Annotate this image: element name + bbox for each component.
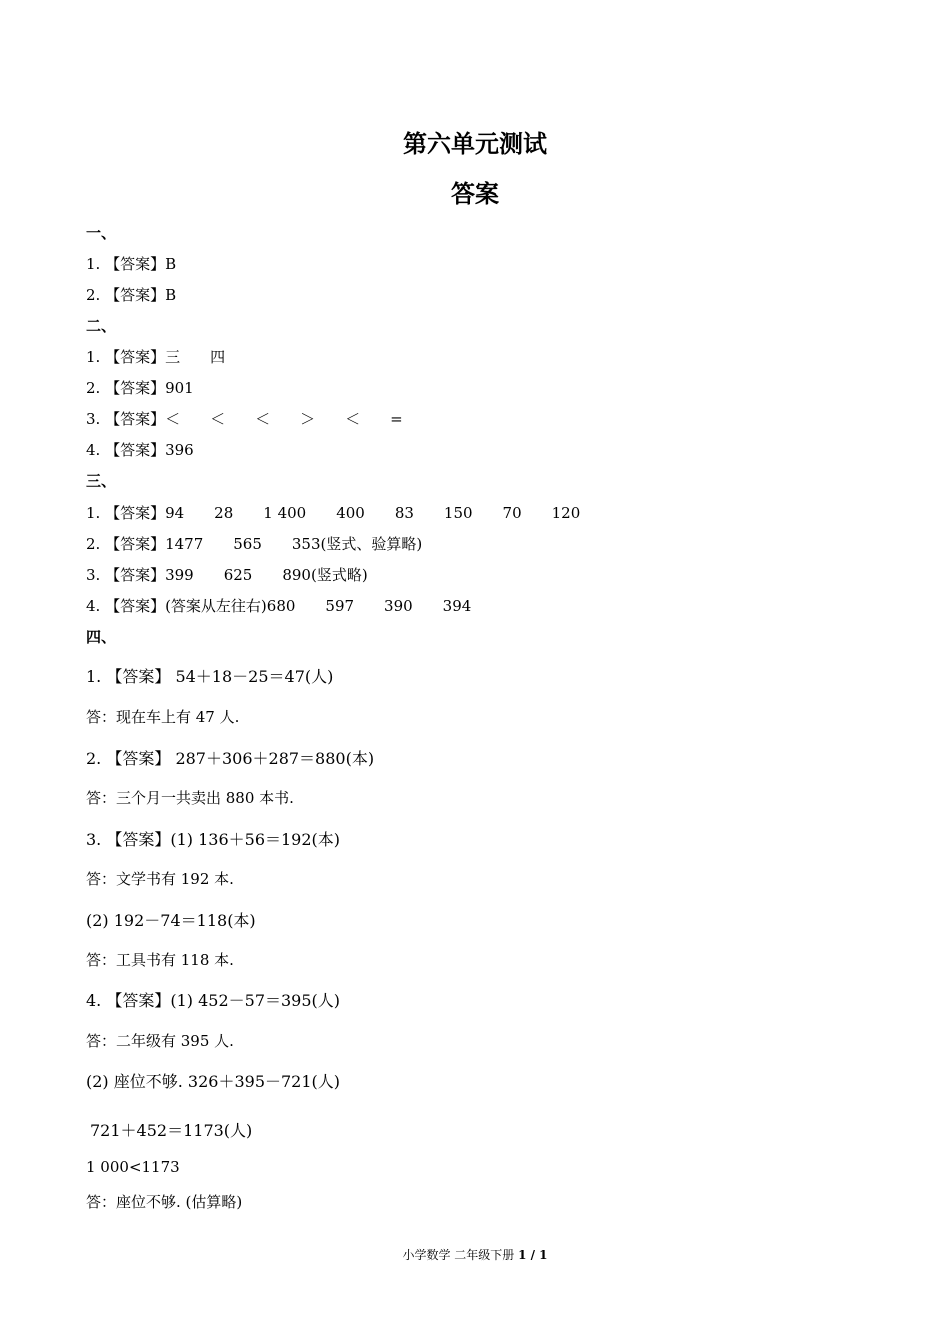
answer-4-4-part2: (2) 座位不够. 326＋395－721(人) [86,1072,341,1091]
answer-4-4-comparison: 1 000<1173 [86,1158,180,1176]
page-title: 第六单元测试 [403,130,547,158]
footer-subject: 小学数学 二年级下册 [402,1248,519,1262]
answer-2-1: 1. 【答案】三 四 [86,348,226,366]
answer-1-2: 2. 【答案】B [86,286,177,304]
answer-1-1: 1. 【答案】B [86,255,177,273]
answer-4-4: 4. 【答案】(1) 452－57＝395(人) [86,991,341,1010]
answer-2-4: 4. 【答案】396 [86,441,194,459]
answer-4-3-part2: (2) 192－74＝118(本) [86,911,256,930]
answer-4-4-final: 答：座位不够. (估算略) [86,1193,243,1211]
section-heading-4: 四、 [86,628,117,646]
answer-3-3: 3. 【答案】399 625 890(竖式略) [86,566,368,584]
answer-4-3-part2-conclusion: 答：工具书有 118 本. [86,951,234,969]
answer-4-1: 1. 【答案】 54＋18－25＝47(人) [86,667,334,686]
answer-3-2: 2. 【答案】1477 565 353(竖式、验算略) [86,535,423,553]
answer-3-1: 1. 【答案】94 28 1 400 400 83 150 70 120 [86,504,581,522]
answer-4-2: 2. 【答案】 287＋306＋287＝880(本) [86,749,375,768]
answer-4-3-conclusion: 答：文学书有 192 本. [86,870,234,888]
answer-4-2-conclusion: 答：三个月一共卖出 880 本书. [86,789,294,807]
answer-3-4: 4. 【答案】(答案从左往右)680 597 390 394 [86,597,472,615]
page-footer [0,1246,950,1263]
footer-page-number: 1 / 1 [518,1248,548,1262]
answer-2-3: 3. 【答案】＜ ＜ ＜ ＞ ＜ = [86,410,403,428]
page-subtitle: 答案 [451,180,499,208]
answer-4-1-conclusion: 答：现在车上有 47 人. [86,708,240,726]
section-heading-1: 一、 [86,224,117,242]
section-heading-2: 二、 [86,317,117,335]
answer-4-4-calculation: 721＋452＝1173(人) [90,1121,253,1140]
answer-4-3: 3. 【答案】(1) 136＋56＝192(本) [86,830,341,849]
answer-2-2: 2. 【答案】901 [86,379,194,397]
section-heading-3: 三、 [86,472,117,490]
answer-4-4-conclusion: 答：二年级有 395 人. [86,1032,234,1050]
